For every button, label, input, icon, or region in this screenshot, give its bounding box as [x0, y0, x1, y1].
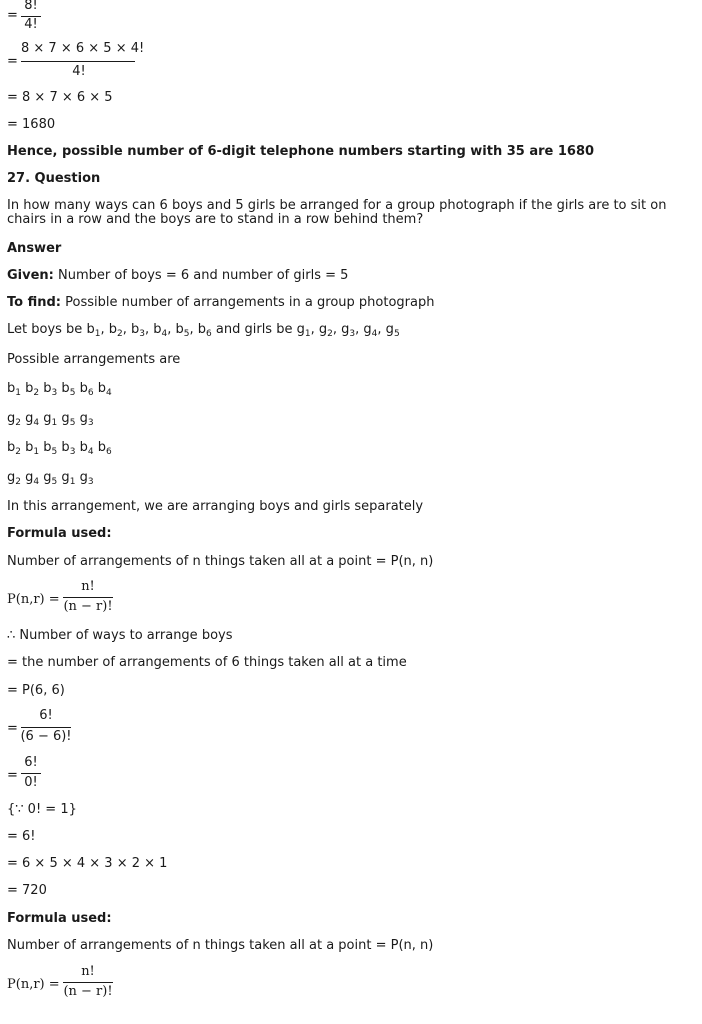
boys-row-1: $b_1$ $b_2$ $b_3$ $b_5$ $b_6$ $b_4$ [7, 381, 112, 398]
var-g1: $g_1$ [296, 322, 311, 339]
fraction-bar [21, 727, 71, 728]
let-mid: and girls be [211, 322, 297, 337]
eq-6f: = 6! [7, 829, 36, 844]
var-g4: $g_4$ [363, 322, 378, 339]
fraction-bar [21, 773, 41, 774]
var-g5: $g_5$ [385, 322, 400, 339]
denominator: (n − r)! [63, 599, 113, 614]
formula-lhs: P(n,r) = [7, 592, 60, 607]
equals-sign: = [7, 8, 18, 23]
formula-lhs: P(n,r) = [7, 977, 60, 992]
var-b2: $b_2$ [108, 322, 123, 339]
fraction-bar [63, 597, 113, 598]
formula-label-2: Formula used: [7, 911, 112, 926]
possible-arrangements: Possible arrangements are [7, 352, 181, 367]
tofind-line [7, 295, 434, 310]
formula-text: Number of arrangements of n things taken all at a point = P(n, n) [7, 554, 434, 569]
equals-sign: = [7, 54, 18, 69]
var-b6: $b_6$ [197, 322, 212, 339]
given-text: Number of boys = 6 and number of girls = 5 [53, 268, 349, 283]
formula-text-2: Number of arrangements of n things taken all at a point = P(n, n) [7, 938, 434, 953]
tofind-label: To find: [7, 295, 61, 310]
var-g2: $g_2$ [318, 322, 333, 339]
var-b3: $b_3$ [130, 322, 145, 339]
girls-row-1: $g_2$ $g_4$ $g_1$ $g_5$ $g_3$ [7, 411, 94, 428]
formula-label: Formula used: [7, 526, 112, 541]
numerator: 8! [24, 0, 38, 13]
tofind-text: Possible number of arrangements in a group photograph [61, 295, 435, 310]
fraction-bar [63, 982, 113, 983]
var-b5: $b_5$ [175, 322, 190, 339]
var-b4: $b_4$ [153, 322, 168, 339]
denominator: (6 − 6)! [20, 729, 72, 744]
given-line [7, 268, 348, 283]
conclusion: Hence, possible number of 6-digit telephone numbers starting with 35 are 1680 [7, 144, 595, 159]
equals-sign: = [7, 721, 18, 736]
denominator: 4! [24, 17, 38, 32]
expand-line: = 6 × 5 × 4 × 3 × 2 × 1 [7, 856, 168, 871]
the-number-line: = the number of arrangements of 6 things taken all at a time [7, 655, 407, 670]
numerator: 8 × 7 × 6 × 5 × 4! [21, 41, 145, 56]
equals-sign: = [7, 768, 18, 783]
since-note: {∵ 0! = 1} [7, 802, 77, 817]
boys-row-2: $b_2$ $b_1$ $b_5$ $b_3$ $b_4$ $b_6$ [7, 440, 112, 457]
numerator: 6! [24, 755, 38, 770]
numerator: n! [81, 579, 95, 594]
therefore-line: ∴ Number of ways to arrange boys [7, 628, 233, 643]
denominator: (n − r)! [63, 984, 113, 999]
answer-label: Answer [7, 241, 62, 256]
step-product: = 8 × 7 × 6 × 5 [7, 90, 113, 105]
separately-note: In this arrangement, we are arranging boys and girls separately [7, 499, 424, 514]
step-result: = 1680 [7, 117, 56, 132]
denominator: 4! [72, 64, 86, 79]
numerator: 6! [39, 708, 53, 723]
fraction-bar [21, 61, 135, 62]
let-line: Let boys be $b_1$, $b_2$, $b_3$, $b_4$, $b_5$, $b_6$ and girls be $g_1$, $g_2$, $g_3$, $g_4$, $g_5$ [7, 322, 400, 339]
question-heading: 27. Question [7, 171, 101, 186]
given-label: Given: [7, 268, 54, 283]
question-text: In how many ways can 6 boys and 5 girls be arranged for a group photograph if the girls are to sit on chairs in a row and the boys are to stand in a row behind them? [7, 198, 667, 227]
let-prefix: Let boys be [7, 322, 87, 337]
denominator: 0! [24, 775, 38, 790]
numerator: n! [81, 964, 95, 979]
girls-row-2: $g_2$ $g_4$ $g_5$ $g_1$ $g_3$ [7, 470, 94, 487]
var-g3: $g_3$ [341, 322, 356, 339]
p66-line: = P(6, 6) [7, 683, 65, 698]
var-b1: $b_1$ [86, 322, 101, 339]
result-720: = 720 [7, 883, 47, 898]
